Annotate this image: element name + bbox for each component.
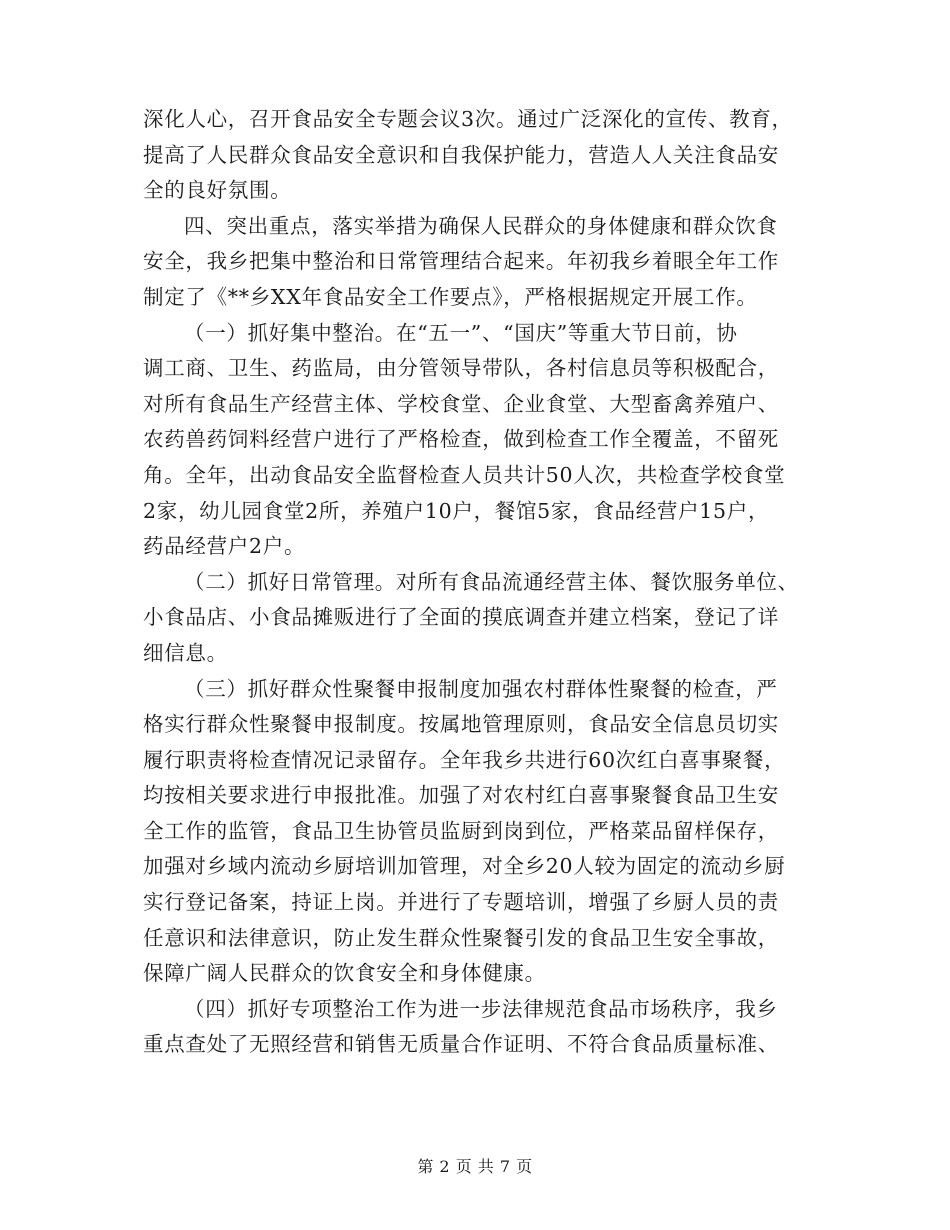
- text-line: （二）抓好日常管理。对所有食品流通经营主体、餐饮服务单位、: [184, 569, 799, 594]
- text-line: 实行登记备案，持证上岗。并进行了专题培训，增强了乡厨人员的责: [143, 890, 779, 915]
- text-line: 角。全年，出动食品安全监督检查人员共计50人次，共检查学校食堂: [143, 462, 786, 487]
- text-line: 深化人心，召开食品安全专题会议3次。通过广泛深化的宣传、教育，: [143, 107, 793, 131]
- text-line: 安全，我乡把集中整治和日常管理结合起来。年初我乡着眼全年工作: [143, 249, 779, 274]
- text-line: 重点查处了无照经营和销售无质量合作证明、不符合食品质量标准、: [143, 1032, 779, 1057]
- text-line: 提高了人民群众食品安全意识和自我保护能力，营造人人关注食品安: [143, 142, 779, 167]
- text-line: 对所有食品生产经营主体、学校食堂、企业食堂、大型畜禽养殖户、: [143, 391, 779, 416]
- text-line: 药品经营户2户。: [143, 534, 306, 559]
- text-line: 农药兽药饲料经营户进行了严格检查，做到检查工作全覆盖，不留死: [143, 427, 779, 452]
- text-line: 保障广阔人民群众的饮食安全和身体健康。: [143, 961, 546, 986]
- text-line: 小食品店、小食品摊贩进行了全面的摸底调查并建立档案，登记了详: [143, 605, 779, 630]
- text-line: 细信息。: [143, 640, 228, 665]
- text-line: 格实行群众性聚餐申报制度。按属地管理原则，食品安全信息员切实: [143, 712, 779, 737]
- text-line: 2家，幼儿园食堂2所，养殖户10户，餐馆5家，食品经营户15户，: [143, 498, 770, 523]
- text-line: 履行职责将检查情况记录留存。全年我乡共进行60次红白喜事聚餐，: [143, 747, 786, 772]
- text-line: 加强对乡域内流动乡厨培训加管理，对全乡20人较为固定的流动乡厨: [143, 854, 786, 879]
- text-line: （四）抓好专项整治工作为进一步法律规范食品市场秩序，我乡: [184, 996, 778, 1021]
- text-line: 调工商、卫生、药监局，由分管领导带队，各村信息员等积极配合，: [143, 356, 779, 381]
- text-line: （三）抓好群众性聚餐申报制度加强农村群体性聚餐的检查，严: [184, 676, 778, 701]
- body-text: [143, 102, 808, 1063]
- text-line: 全的良好氛围。: [143, 178, 292, 203]
- text-line: 四、突出重点，落实举措为确保人民群众的身体健康和群众饮食: [184, 213, 778, 238]
- text-line: 均按相关要求进行申报批准。加强了对农村红白喜事聚餐食品卫生安: [143, 783, 779, 808]
- text-line: 任意识和法律意识，防止发生群众性聚餐引发的食品卫生安全事故，: [143, 925, 779, 950]
- text-line: 全工作的监管，食品卫生协管员监厨到岗到位，严格菜品留样保存，: [143, 818, 779, 843]
- page-footer: 第 2 页 共 7 页: [417, 1157, 533, 1176]
- text-line: （一）抓好集中整治。在“五一”、“国庆”等重大节日前，协: [184, 320, 738, 345]
- text-line: 制定了《**乡XX年食品安全工作要点》，严格根据规定开展工作。: [143, 284, 758, 309]
